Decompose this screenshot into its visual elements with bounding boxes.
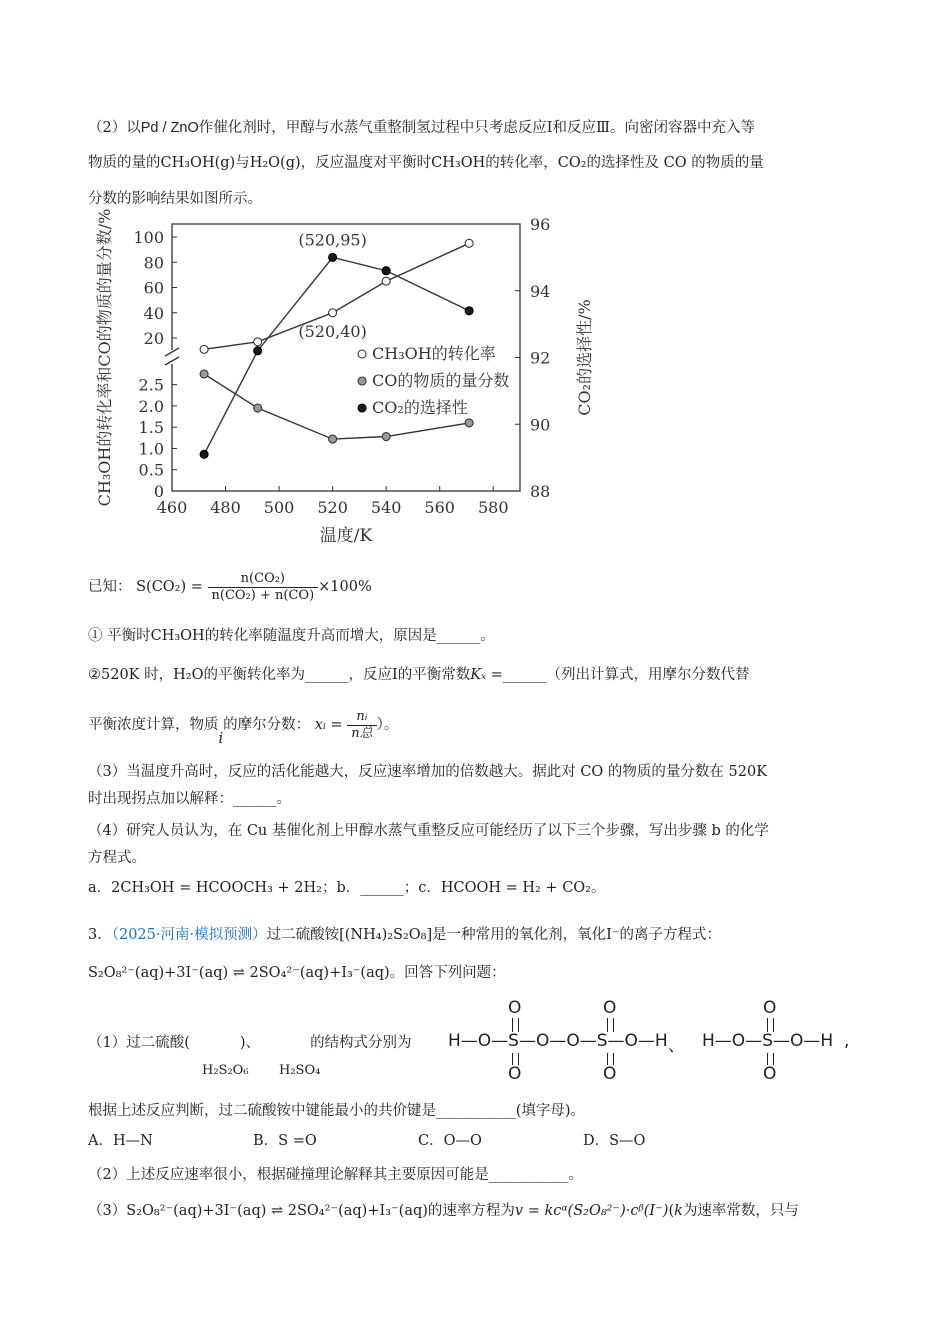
data-point [465, 239, 473, 247]
formula-h2s2o8: H₂S₂O₆ [202, 1063, 249, 1078]
x-tick-label: 560 [424, 498, 455, 517]
p3-sub1-text: )、 [239, 1035, 261, 1051]
q3-line1: （3）当温度升高时，反应的活化能越大，反应速率增加的倍数越大。据此对 CO 的物质的量分数在 520K [88, 764, 768, 780]
p3-text: 是一种常用的氧化剂，氧化 [432, 927, 607, 943]
option-d[interactable]: D．S—O [583, 1133, 646, 1149]
data-point [329, 253, 337, 261]
formula-ch3oh: CH₃OH [150, 628, 205, 644]
y-left-tick-label: 20 [143, 329, 164, 348]
p3-sub1-text: （1）过二硫酸( [88, 1035, 190, 1051]
legend-label: CO的物质的量分数 [372, 371, 510, 390]
p3-text: 。回答下列问题： [389, 965, 506, 981]
data-point [465, 307, 473, 315]
q2-intro-text: 作催化剂时，甲醇与水蒸气重整制氢过程中只考虑反应Ⅰ和反应Ⅲ。向密闭容器中充入等 [198, 120, 755, 136]
oxygen-atom: O [508, 998, 522, 1018]
x-tick-label: 500 [263, 498, 295, 517]
mole-fraction-denominator: n总 [351, 725, 373, 741]
data-point [329, 309, 337, 317]
data-point [329, 435, 337, 443]
y-left-tick-label: 100 [133, 228, 164, 247]
data-point [382, 267, 390, 275]
q2-sub1-text: 的转化率随温度升高而增大，原因是______。 [204, 628, 495, 644]
formula-ch3oh-g: CH₃OH(g) [160, 155, 236, 171]
annotation-label: (520,95) [298, 230, 367, 250]
ionic-equation: S₂O₈²⁻(aq)+3I⁻(aq) ⇌ 2SO₄²⁻(aq)+I₃⁻(aq) [126, 1203, 428, 1219]
data-point [254, 404, 262, 412]
oxygen-atom: O [763, 998, 777, 1018]
p3-sub3-text: 为速率常数，只与 [682, 1203, 799, 1219]
p3-sub3 [88, 1201, 878, 1221]
q3-line2: 时出现拐点加以解释：______。 [88, 791, 291, 807]
y-left-tick-label: 2.0 [138, 396, 164, 416]
catalyst-formula: Pd / ZnO [140, 120, 199, 136]
data-point [200, 370, 208, 378]
p3-sub3-text: ( [668, 1203, 675, 1219]
y-left-tick-label: 0 [153, 482, 164, 501]
formula-kx: Kₓ = [470, 667, 503, 683]
oxygen-atom: O [763, 1064, 777, 1084]
oxygen-atom: O [508, 1064, 522, 1084]
known-denominator: n(CO₂) + n(CO) [211, 587, 315, 603]
y-left-tick-label: 0.5 [138, 460, 164, 480]
legend-label: CO₂的选择性 [372, 398, 468, 417]
y-left-tick-label: 1.5 [138, 418, 164, 438]
y-left-tick-label: 40 [143, 303, 164, 323]
known-lhs: S(CO₂) = [136, 579, 203, 595]
p3-sub3-text: 的速率方程为 [427, 1203, 515, 1219]
x-tick-label: 580 [477, 498, 509, 517]
y-left-tick-label: 60 [143, 278, 164, 298]
symbol-xi: xᵢ = [314, 717, 343, 733]
data-point [200, 345, 208, 353]
x-tick-label: 540 [370, 498, 402, 517]
symbol-k: k [674, 1203, 683, 1219]
problem-number: 3． [88, 927, 112, 943]
p3-sub1-text: 的结构式分别为 [310, 1035, 412, 1051]
x-tick-label: 480 [210, 498, 241, 517]
y-left-tick-label: 2.5 [138, 375, 164, 395]
p3-line1 [88, 925, 878, 945]
y-right-tick-label: 88 [530, 482, 551, 501]
q2-intro-line2 [88, 153, 878, 173]
structural-formula-persulfuric: H—O—S—O—O—S—O—H [448, 1031, 668, 1051]
q2-intro-line3: 分数的影响结果如图所示。 [88, 191, 262, 207]
symbol-i: i [218, 731, 224, 747]
q4-steps: a．2CH₃OH = HCOOCH₃ + 2H₂；b．______；c．HCOOH = H₂ + CO₂。 [88, 880, 606, 896]
q2-sub2-text: ②520K 时， [88, 667, 174, 683]
q2-sub1-text: ① 平衡时 [88, 628, 151, 644]
ionic-equation: S₂O₈²⁻(aq)+3I⁻(aq) ⇌ 2SO₄²⁻(aq)+I₃⁻(aq) [88, 965, 390, 981]
p3-judge: 根据上述反应判断，过二硫酸铵中键能最小的共价键是___________(填字母)。 [88, 1103, 586, 1119]
x-tick-label: 520 [317, 498, 348, 517]
oxygen-atom: O [603, 998, 617, 1018]
legend-marker [358, 350, 366, 358]
legend-marker [358, 404, 366, 412]
structural-end: , [844, 1031, 850, 1051]
q4-line1: （4）研究人员认为，在 Cu 基催化剂上甲醇水蒸气重整反应可能经历了以下三个步骤，写出步骤 b 的化学 [88, 823, 769, 839]
y-right-tick-label: 96 [530, 215, 551, 234]
formula-ch3oh: CH₃OH [431, 155, 486, 171]
q2-intro-text: 的选择性及 CO 的物质的量 [586, 155, 764, 171]
double-bond [767, 1018, 774, 1032]
q2-sub2-text: ）。 [376, 717, 399, 733]
formula-h2o: H₂O [173, 667, 204, 683]
option-a[interactable]: A．H—N [88, 1133, 153, 1149]
q2-sub2-text: 的平衡转化率为______，反应Ⅰ的平衡常数 [203, 667, 471, 683]
y-right-tick-label: 90 [530, 415, 551, 435]
data-point [382, 277, 390, 285]
option-c[interactable]: C．O—O [418, 1133, 482, 1149]
oxygen-atom: O [603, 1064, 617, 1084]
q2-intro-text: （2）以 [88, 120, 141, 136]
known-formula [88, 567, 878, 607]
p3-sub3-text: （3） [88, 1203, 127, 1219]
q2-sub2-text: 的摩尔分数： [223, 717, 311, 733]
y-left-axis-label: CH₃OH的转化率和CO的物质的量分数/% [95, 208, 114, 507]
p3-text: 过二硫酸铵 [266, 927, 340, 943]
q2-sub2-line2 [88, 705, 878, 749]
q2-sub2-text: ______（列出计算式，用摩尔分数代替 [502, 667, 750, 683]
mole-fraction [347, 709, 376, 742]
q4-line2: 方程式。 [88, 850, 146, 866]
mole-fraction-numerator: nᵢ [347, 709, 376, 726]
x-tick-label: 460 [156, 498, 188, 517]
data-point [465, 419, 473, 427]
y-right-tick-label: 92 [530, 348, 551, 368]
known-numerator: n(CO₂) [208, 571, 319, 588]
y-left-tick-label: 80 [143, 253, 164, 273]
double-bond [512, 1018, 519, 1032]
legend-label: CH₃OH的转化率 [372, 344, 496, 363]
formula-iodide: I⁻ [606, 927, 620, 943]
y-left-tick-label: 1.0 [138, 439, 164, 459]
data-point [254, 347, 262, 355]
q2-intro-text: 的转化率， [485, 155, 558, 171]
chart [88, 208, 594, 554]
q2-intro-text: ，反应温度对平衡时 [300, 155, 432, 171]
p3-text: 的离子方程式： [619, 927, 722, 943]
data-point [254, 338, 262, 346]
q2-sub2 [88, 665, 878, 685]
formula-ammonium-persulfate: [(NH₄)₂S₂O₈] [339, 927, 433, 943]
structural-formula-sulfuric: H—O—S—O—H [702, 1031, 834, 1051]
q2-intro-line1 [88, 118, 878, 138]
x-axis-label: 温度/K [319, 526, 373, 546]
q2-sub2-text: 平衡浓度计算，物质 [88, 717, 219, 733]
option-b[interactable]: B．S =O [253, 1133, 317, 1149]
legend-marker [358, 377, 366, 385]
q2-intro-text: 与 [235, 155, 250, 171]
data-point [200, 450, 208, 458]
rate-equation: v = kcᵅ(S₂O₈²⁻)·cᵝ(I⁻) [514, 1203, 669, 1219]
data-point [382, 433, 390, 441]
structural-separator: 、 [668, 1036, 685, 1056]
formula-h2so4: H₂SO₄ [279, 1063, 321, 1078]
q2-sub1 [88, 626, 878, 646]
formula-h2o-g: H₂O(g) [249, 155, 301, 171]
double-bond [607, 1018, 614, 1032]
p3-line2 [88, 963, 878, 983]
y-right-axis-label: CO₂的选择性/% [575, 299, 594, 416]
known-fraction [208, 571, 319, 604]
formula-co2: CO₂ [557, 155, 587, 171]
p3-sub2: （2）上述反应速率很小，根据碰撞理论解释其主要原因可能是___________。 [88, 1167, 583, 1183]
problem-source: （2025·河南·模拟预测） [111, 927, 267, 943]
q2-intro-text: 物质的量的 [88, 155, 161, 171]
annotation-label: (520,40) [298, 321, 367, 341]
known-tail: ×100% [318, 579, 372, 595]
known-label: 已知： [88, 579, 132, 595]
y-right-tick-label: 94 [530, 281, 551, 301]
